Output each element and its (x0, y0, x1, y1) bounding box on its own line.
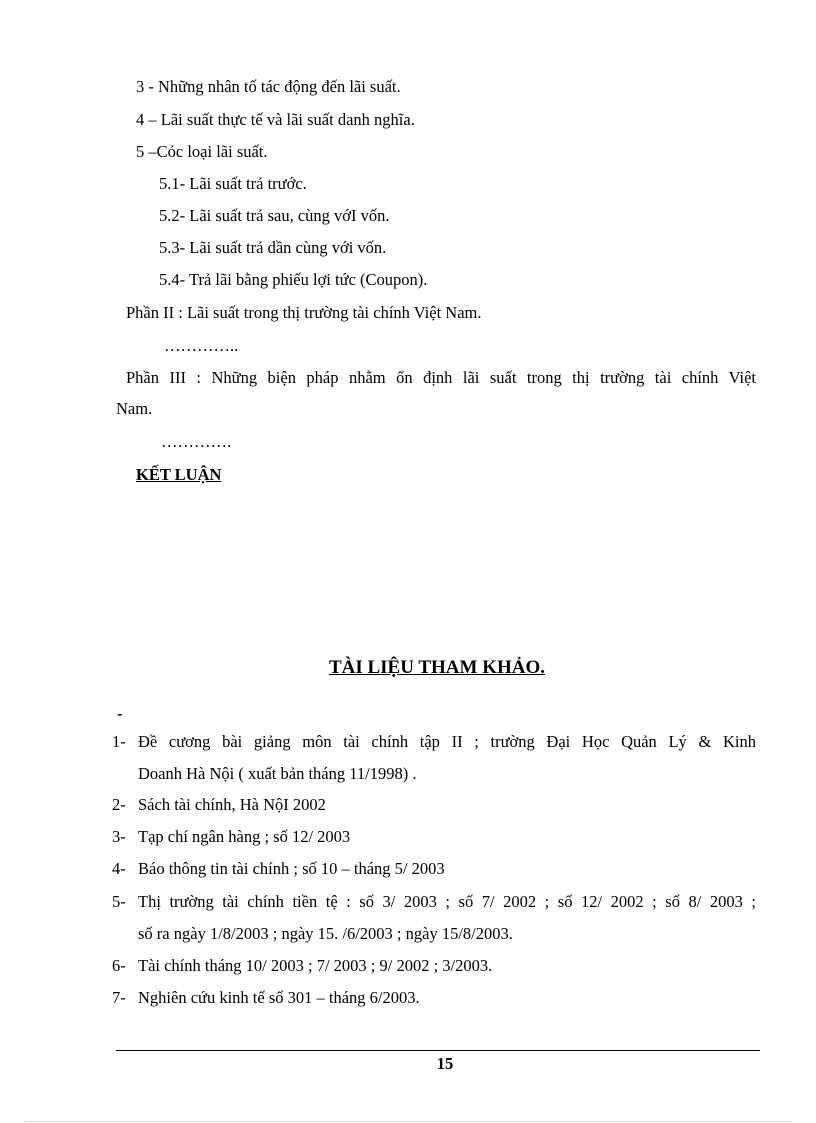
reference-3-number: 3- (112, 827, 126, 846)
footer-rule (116, 1050, 760, 1051)
outline-item-5-2: 5.2- Lãi suất trả sau, cùng vớI vốn. (159, 206, 390, 225)
references-title: TÀI LIỆU THAM KHẢO. (328, 657, 546, 678)
outline-item-4: 4 – Lãi suất thực tế và lãi suất danh nghĩa. (136, 110, 415, 129)
reference-7-number: 7- (112, 988, 126, 1007)
reference-4-number: 4- (112, 859, 126, 878)
outline-item-5-1: 5.1- Lãi suất trả trước. (159, 174, 307, 193)
reference-7-text: Nghiên cứu kinh tế số 301 – tháng 6/2003. (138, 988, 420, 1007)
page-number: 15 (436, 1054, 454, 1073)
reference-2-text: Sách tài chính, Hà NộI 2002 (138, 795, 326, 814)
reference-3-text: Tạp chí ngân hàng ; số 12/ 2003 (138, 827, 351, 846)
reference-5-line-1: Thị trường tài chính tiền tệ : số 3/ 2003 ; số 7/ 2002 ; số 12/ 2002 ; số 8/ 2003 ; (138, 892, 756, 911)
reference-2-number: 2- (112, 795, 126, 814)
reference-6-number: 6- (112, 956, 126, 975)
outline-ellipsis-2: …………. (161, 432, 232, 451)
outline-item-3: 3 - Những nhân tố tác động đến lãi suất. (136, 77, 401, 96)
outline-item-5-3: 5.3- Lãi suất trả dần cùng với vốn. (159, 238, 387, 257)
reference-1-line-2: Doanh Hà Nội ( xuất bản tháng 11/1998) . (138, 764, 417, 783)
outline-part-3-line-2: Nam. (116, 399, 153, 418)
page-edge-divider (24, 1121, 792, 1122)
reference-5-number: 5- (112, 892, 126, 911)
reference-1-number: 1- (112, 732, 126, 751)
reference-6-text: Tài chính tháng 10/ 2003 ; 7/ 2003 ; 9/ 2002 ; 3/2003. (138, 956, 493, 975)
reference-5-line-2: số ra ngày 1/8/2003 ; ngày 15. /6/2003 ; ngày 15/8/2003. (138, 924, 513, 943)
outline-ellipsis-1: ………….. (164, 336, 239, 355)
references-dash: - (117, 704, 123, 723)
reference-1-line-1: Đề cương bài giảng môn tài chính tập II ; trường Đại Học Quản Lý & Kinh (138, 732, 756, 751)
reference-4-text: Báo thông tin tài chính ; số 10 – tháng 5/ 2003 (138, 859, 445, 878)
outline-part-2: Phần II : Lãi suất trong thị trường tài chính Việt Nam. (126, 303, 482, 322)
outline-item-5: 5 –Cỏc loại lãi suất. (136, 142, 268, 161)
conclusion-heading: KẾT LUẬN (136, 465, 222, 484)
outline-item-5-4: 5.4- Trả lãi bằng phiếu lợi tức (Coupon). (159, 270, 428, 289)
outline-part-3-line-1: Phần III : Những biện pháp nhằm ổn định lãi suất trong thị trường tài chính Việt (126, 368, 756, 387)
